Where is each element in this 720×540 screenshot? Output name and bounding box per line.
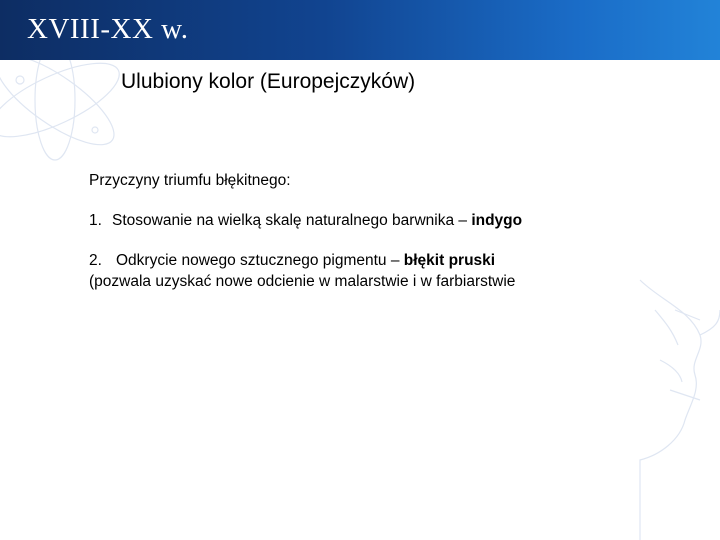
list-item-2-bold: błękit pruski <box>403 252 496 269</box>
slide-body <box>89 170 649 292</box>
list-item-1-text: Stosowanie na wielką skalę naturalnego barwnika – <box>112 212 472 229</box>
background-decoration <box>0 60 720 540</box>
slide-subtitle: Ulubiony kolor (Europejczyków) <box>121 70 416 93</box>
title-bar <box>0 0 720 60</box>
slide-title: XVIII-XX w. <box>27 13 189 45</box>
list-item-1-bold: indygo <box>471 212 523 229</box>
list-item-2 <box>89 250 649 271</box>
intro-text: Przyczyny triumfu błękitnego: <box>89 172 291 189</box>
list-number-1: 1. <box>89 212 102 229</box>
list-item-2-continuation: (pozwala uzyskać nowe odcienie w malarstwie i w farbiarstwie <box>89 273 516 290</box>
list-item-2-text: Odkrycie nowego sztucznego pigmentu – <box>116 252 404 269</box>
list-item-1 <box>89 210 649 231</box>
list-number-2: 2. <box>89 252 102 269</box>
